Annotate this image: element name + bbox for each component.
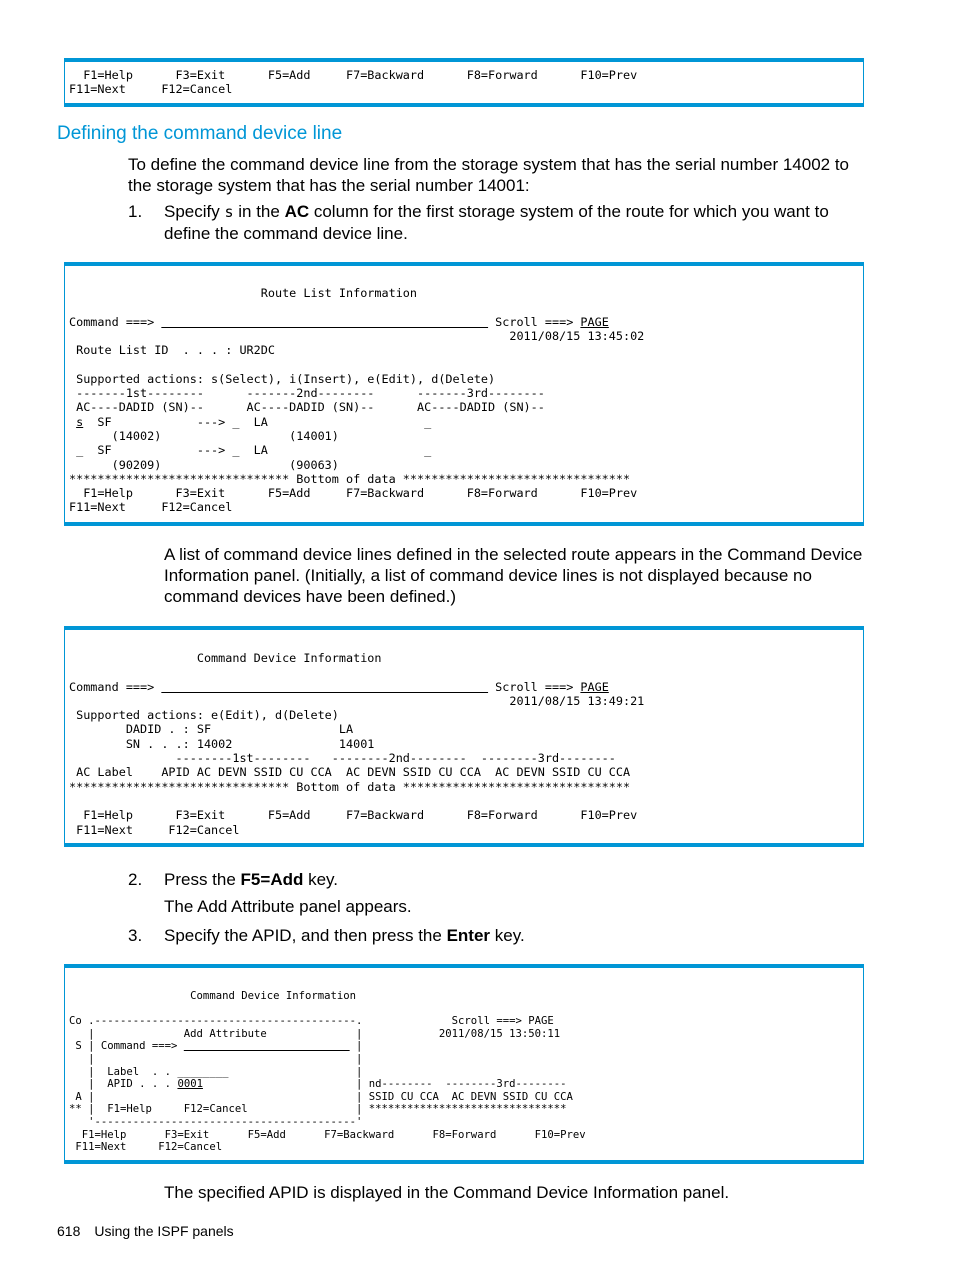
cmd-dadid-line: DADID . : SF LA (69, 722, 354, 737)
route-function-keys-2: F11=Next F12=Cancel (69, 500, 233, 515)
popup-command-label: S | Command ===> (69, 1040, 184, 1053)
route-panel-title: Route List Information (69, 286, 418, 300)
apid-line-rest: | nd-------- --------3rd-------- (202, 1078, 567, 1091)
route-supported-actions: Supported actions: s(Select), i(Insert), e(Edit), d(Delete) (69, 371, 496, 386)
function-key-line-1: F1=Help F3=Exit F5=Add F7=Backward F8=Forward F10=Prev (69, 68, 638, 82)
step-2-result: The Add Attribute panel appears. (164, 897, 412, 916)
add-popup-keys-line: ** | F1=Help F12=Cancel | ******************************* (69, 1103, 567, 1116)
route-column-group-header: -------1st-------- -------2nd-------- -------3rd-------- (69, 386, 545, 401)
add-popup-blank: | | (69, 1052, 363, 1065)
cmd-timestamp: 2011/08/15 13:49:21 (69, 693, 645, 708)
add-popup-title: | Add Attribute | 2011/08/15 13:50:11 (69, 1027, 561, 1040)
apid-label: | APID . . . (69, 1078, 178, 1091)
add-popup-command-line (69, 1040, 863, 1053)
route-list-id: Route List ID . . . : UR2DC (69, 343, 275, 358)
route-column-header: AC----DADID (SN)-- AC----DADID (SN)-- AC----DADID (SN)-- (69, 400, 545, 415)
step-1-bold: AC (284, 202, 310, 221)
route-row-2[interactable]: _ SF ---> _ LA _ (69, 443, 432, 458)
add-function-keys-2: F11=Next F12=Cancel (69, 1141, 223, 1154)
command-label: Command ===> (69, 314, 162, 329)
scroll-label: Scroll ===> (488, 679, 581, 694)
add-popup-top-border: Co .-----------------------------------------. Scroll ===> PAGE (69, 1015, 554, 1028)
route-panel-blank (69, 300, 863, 314)
route-timestamp: 2011/08/15 13:45:02 (69, 328, 645, 343)
scroll-value[interactable]: PAGE (580, 679, 609, 694)
route-row-1-rest[interactable]: SF ---> _ LA _ (83, 414, 432, 429)
footer-section-title: Using the ISPF panels (94, 1223, 234, 1239)
page-number: 618 (57, 1223, 81, 1239)
step-2-post: key. (303, 870, 338, 889)
apid-result-paragraph: The specified APID is displayed in the Command Device Information panel. (164, 1183, 730, 1202)
step-3-number: 3. (128, 926, 143, 945)
route-row-1 (69, 415, 863, 429)
list-description-paragraph: A list of command device lines defined in the selected route appears in the Command Device Information panel. (Initially, a list of command device lines is not displayed because no command devices have been defined.) (164, 545, 863, 606)
step-3-text (164, 925, 864, 946)
command-input[interactable] (161, 315, 488, 329)
add-function-keys-1: F1=Help F3=Exit F5=Add F7=Backward F8=Forward F10=Prev (69, 1128, 586, 1141)
cmd-bottom-of-data: ******************************* Bottom of data ******************************** (69, 779, 631, 794)
add-popup-apid-line (69, 1078, 863, 1091)
cmd-function-keys-1: F1=Help F3=Exit F5=Add F7=Backward F8=Forward F10=Prev (69, 808, 638, 823)
command-input[interactable] (161, 680, 488, 694)
route-list-panel (64, 262, 864, 526)
cmd-command-line (69, 680, 863, 694)
step-1-number: 1. (128, 202, 143, 221)
apid-input[interactable]: 0001 (177, 1078, 203, 1091)
function-key-panel (64, 58, 864, 107)
scroll-value[interactable]: PAGE (580, 314, 609, 329)
cmd-column-header: AC Label APID AC DEVN SSID CU CCA AC DEVN SSID CU CCA AC DEVN SSID CU CCA (69, 765, 631, 780)
step-1-text (164, 201, 874, 244)
step-2-pre: Press the (164, 870, 241, 889)
cmd-blank-line (69, 794, 863, 808)
step-2-bold: F5=Add (240, 870, 304, 889)
route-command-line (69, 315, 863, 329)
add-popup-column-line: A | | SSID CU CCA AC DEVN SSID CU CCA (69, 1090, 573, 1103)
section-heading: Defining the command device line (57, 123, 343, 144)
step-1-pre: Specify (164, 202, 225, 221)
step-3-pre: Specify the APID, and then press the (164, 926, 447, 945)
add-panel-title: Command Device Information (69, 990, 357, 1002)
cmd-panel-blank (69, 665, 863, 679)
route-function-keys-1: F1=Help F3=Exit F5=Add F7=Backward F8=Forward F10=Prev (69, 486, 638, 501)
page-footer (57, 1223, 248, 1239)
route-row-1-serial: (14002) (14001) (69, 428, 339, 443)
route-row-1-ac-input[interactable]: s (76, 414, 84, 429)
function-key-line-2: F11=Next F12=Cancel (69, 82, 233, 97)
cmd-supported-actions: Supported actions: e(Edit), d(Delete) (69, 708, 339, 723)
add-popup-bottom-border: '-----------------------------------------' (69, 1115, 363, 1128)
popup-command-border: | (349, 1040, 363, 1053)
command-label: Command ===> (69, 679, 162, 694)
add-popup-label-field[interactable]: | Label . . ________ | (69, 1065, 363, 1078)
scroll-label: Scroll ===> (488, 314, 581, 329)
route-blank-line (69, 357, 863, 371)
step-1-code: s (224, 203, 234, 221)
cmd-sn-line: SN . . .: 14002 14001 (69, 736, 375, 751)
route-row-2-serial: (90209) (90063) (69, 457, 339, 472)
add-panel-blank (69, 1003, 863, 1016)
step-2-number: 2. (128, 870, 143, 889)
step-2-text (164, 869, 864, 890)
cmd-column-group-header: --------1st-------- --------2nd-------- --------3rd-------- (69, 751, 616, 766)
step-1-mid: in the (233, 202, 285, 221)
step-3-bold: Enter (446, 926, 491, 945)
route-bottom-of-data: ******************************* Bottom of data ******************************** (69, 471, 631, 486)
step-1-post: column for the first storage system of the route for which you want to define the command device line. (164, 202, 829, 243)
cmd-function-keys-2: F11=Next F12=Cancel (69, 822, 240, 837)
popup-command-input[interactable] (184, 1040, 350, 1052)
add-attribute-panel (64, 964, 864, 1164)
intro-paragraph: To define the command device line from the storage system that has the serial number 14002 to the storage system that has the serial number 14001: (128, 155, 850, 195)
step-3-post: key. (490, 926, 525, 945)
cmd-panel-title: Command Device Information (69, 651, 382, 665)
command-device-panel (64, 626, 864, 847)
